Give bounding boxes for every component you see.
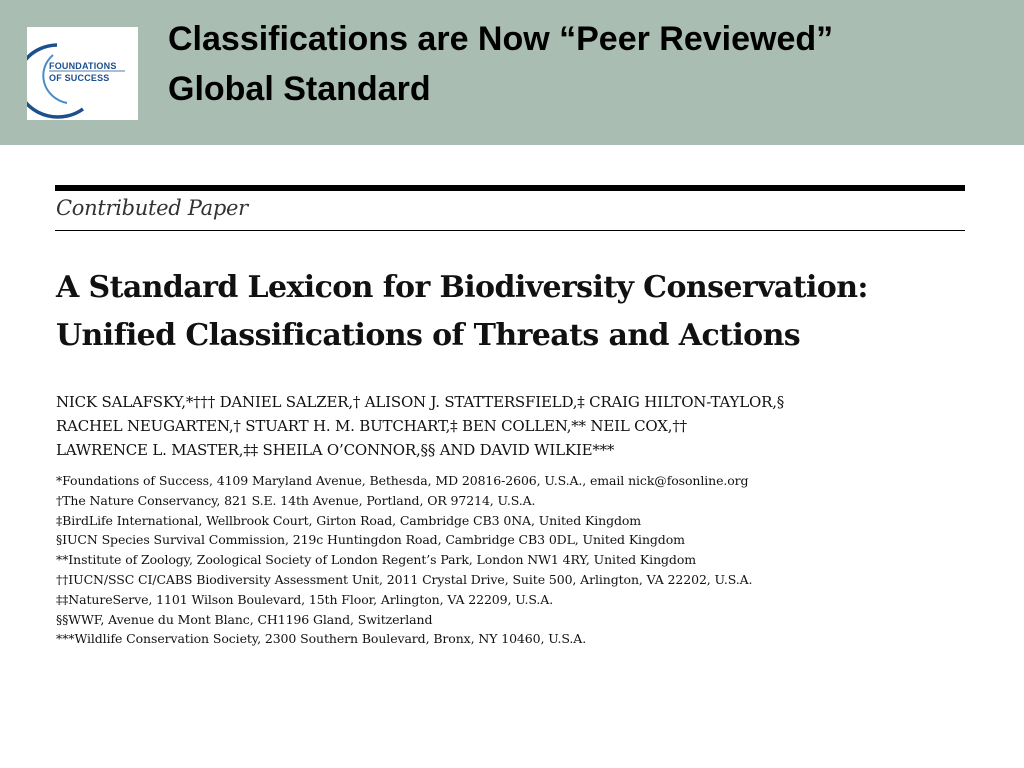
affiliation-line: §IUCN Species Survival Commission, 219c Huntingdon Road, Cambridge CB3 0DL, United Kingdom — [56, 532, 685, 548]
top-rule — [55, 185, 965, 191]
author-line: LAWRENCE L. MASTER,‡‡ SHEILA O’CONNOR,§§ AND DAVID WILKIE*** — [56, 441, 615, 459]
author-list — [56, 390, 976, 462]
logo-text-line1: FOUNDATIONS — [49, 61, 117, 71]
logo-text-line2: OF SUCCESS — [49, 73, 110, 83]
affiliation-line: ‡BirdLife International, Wellbrook Court, Girton Road, Cambridge CB3 0NA, United Kingdom — [56, 512, 642, 528]
affiliation-line: ††IUCN/SSC CI/CABS Biodiversity Assessment Unit, 2011 Crystal Drive, Suite 500, Arlington, VA 22202, U.S.A. — [56, 571, 753, 587]
paper-title-line: Unified Classifications of Threats and Actions — [56, 318, 801, 353]
section-divider — [55, 230, 965, 231]
paper-title — [56, 264, 966, 360]
affiliation-line: ***Wildlife Conservation Society, 2300 Southern Boulevard, Bronx, NY 10460, U.S.A. — [56, 631, 587, 647]
foundations-of-success-logo — [27, 27, 138, 120]
affiliation-list — [56, 471, 976, 649]
slide-title-line: Classifications are Now “Peer Reviewed” — [168, 20, 834, 58]
affiliation-line: *Foundations of Success, 4109 Maryland Avenue, Bethesda, MD 20816-2606, U.S.A., email nick@fosonline.org — [56, 473, 749, 488]
header-band — [0, 0, 1024, 145]
slide-title-line: Global Standard — [168, 70, 431, 108]
author-line: RACHEL NEUGARTEN,† STUART H. M. BUTCHART,‡ BEN COLLEN,** NEIL COX,†† — [56, 417, 687, 435]
affiliation-line: ‡‡NatureServe, 1101 Wilson Boulevard, 15th Floor, Arlington, VA 22209, U.S.A. — [56, 591, 554, 607]
affiliation-line: §§WWF, Avenue du Mont Blanc, CH1196 Gland, Switzerland — [56, 611, 433, 627]
affiliation-line: †The Nature Conservancy, 821 S.E. 14th Avenue, Portland, OR 97214, U.S.A. — [56, 492, 536, 508]
paper-title-line: A Standard Lexicon for Biodiversity Conservation: — [56, 270, 868, 305]
author-line: NICK SALAFSKY,*††† DANIEL SALZER,† ALISON J. STATTERSFIELD,‡ CRAIG HILTON-TAYLOR,§ — [56, 393, 785, 411]
affiliation-line: **Institute of Zoology, Zoological Society of London Regent’s Park, London NW1 4RY, United Kingdom — [56, 552, 697, 568]
section-label: Contributed Paper — [56, 196, 248, 220]
slide-title — [168, 14, 1008, 114]
